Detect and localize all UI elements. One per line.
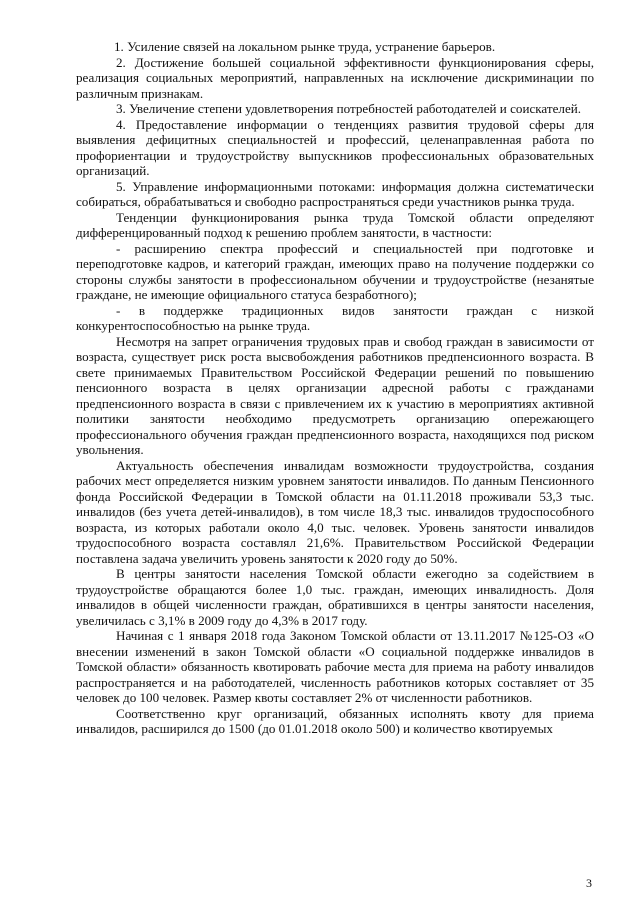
paragraph-bullet-2: - в поддержке традиционных видов занятости граждан с низкой конкурентоспособностью на рынке труда. <box>76 302 594 333</box>
paragraph-item-2: 2. Достижение большей социальной эффективности функционирования сферы, реализация социальных мероприятий, направленных на исключение дискриминации по различным признакам. <box>76 54 594 101</box>
paragraph-employment-centers: В центры занятости населения Томской области ежегодно за содействием в трудоустройстве обращаются более 1,0 тыс. граждан, имеющих инвалидность. Доля инвалидов в общей численности граждан, обратившихся в центры занятости населения, увеличилась с 3,1% в 2009 году до 4,3% в 2017 году. <box>76 566 594 628</box>
page-number: 3 <box>586 876 592 890</box>
paragraph-item-5: 5. Управление информационными потоками: информация должна систематически собираться, обрабатываться и свободно распространяться среди участников рынка труда. <box>76 178 594 209</box>
paragraph-quota-organizations: Соответственно круг организаций, обязанных исполнять квоту для приема инвалидов, расширился до 1500 (до 01.01.2018 около 500) и количество квотируемых <box>76 705 594 736</box>
paragraph-item-1: 1. Усиление связей на локальном рынке труда, устранение барьеров. <box>114 39 496 54</box>
paragraph-disabled-employment: Актуальность обеспечения инвалидам возможности трудоустройства, создания рабочих мест определяется низким уровнем занятости инвалидов. По данным Пенсионного фонда Российской Федерации в Томской области на 01.11.2018 проживали 53,3 тыс. инвалидов (без учета детей-инвалидов), в том числе 18,3 тыс. инвалидов трудоспособного возраста, из которых работали около 4,0 тыс. человек. Уровень занятости инвалидов трудоспособного возраста составлял 21,6%. Правительством Российской Федерации поставлена задача увеличить уровень занятости к 2020 году до 50%. <box>76 457 594 566</box>
paragraph-item-4: 4. Предоставление информации о тенденциях развития трудовой сферы для выявления дефицитных специальностей и профессий, целенаправленная работа по профориентации и трудоустройству выпускников профессиональных образовательных организаций. <box>76 116 594 178</box>
paragraph-preretirement: Несмотря на запрет ограничения трудовых прав и свобод граждан в зависимости от возраста, существует риск роста высвобождения работников предпенсионного возраста. В свете принимаемых Правительством Российской Федерации решений по повышению пенсионного возраста в целях организации адресной работы с гражданами предпенсионного возраста в связи с привлечением их к участию в мероприятиях активной политики занятости необходимо предусмотреть организацию опережающего профессионального обучения граждан предпенсионного возраста, находящихся под риском увольнения. <box>76 333 594 457</box>
paragraph-quota-law: Начиная с 1 января 2018 года Законом Томской области от 13.11.2017 №125-ОЗ «О внесении изменений в закон Томской области «О социальной поддержке инвалидов в Томской области» обязанность квотировать рабочие места для приема на работу инвалидов распространяется и на работодателей, численность работников которых составляет от 35 человек до 100 человек. Размер квоты составляет 2% от численности работников. <box>76 628 594 705</box>
document-body <box>76 39 594 737</box>
paragraph-item-3: 3. Увеличение степени удовлетворения потребностей работодателей и соискателей. <box>116 101 582 116</box>
paragraph-bullet-1: - расширению спектра профессий и специальностей при подготовке и переподготовке кадров, и категорий граждан, имеющих право на получение поддержки со стороны службы занятости в профессиональном обучении и трудоустройстве (незанятые граждане, не имеющие официального статуса безработного); <box>76 240 594 302</box>
paragraph-trends: Тенденции функционирования рынка труда Томской области определяют дифференцированный подход к решению проблем занятости, в частности: <box>76 209 594 240</box>
